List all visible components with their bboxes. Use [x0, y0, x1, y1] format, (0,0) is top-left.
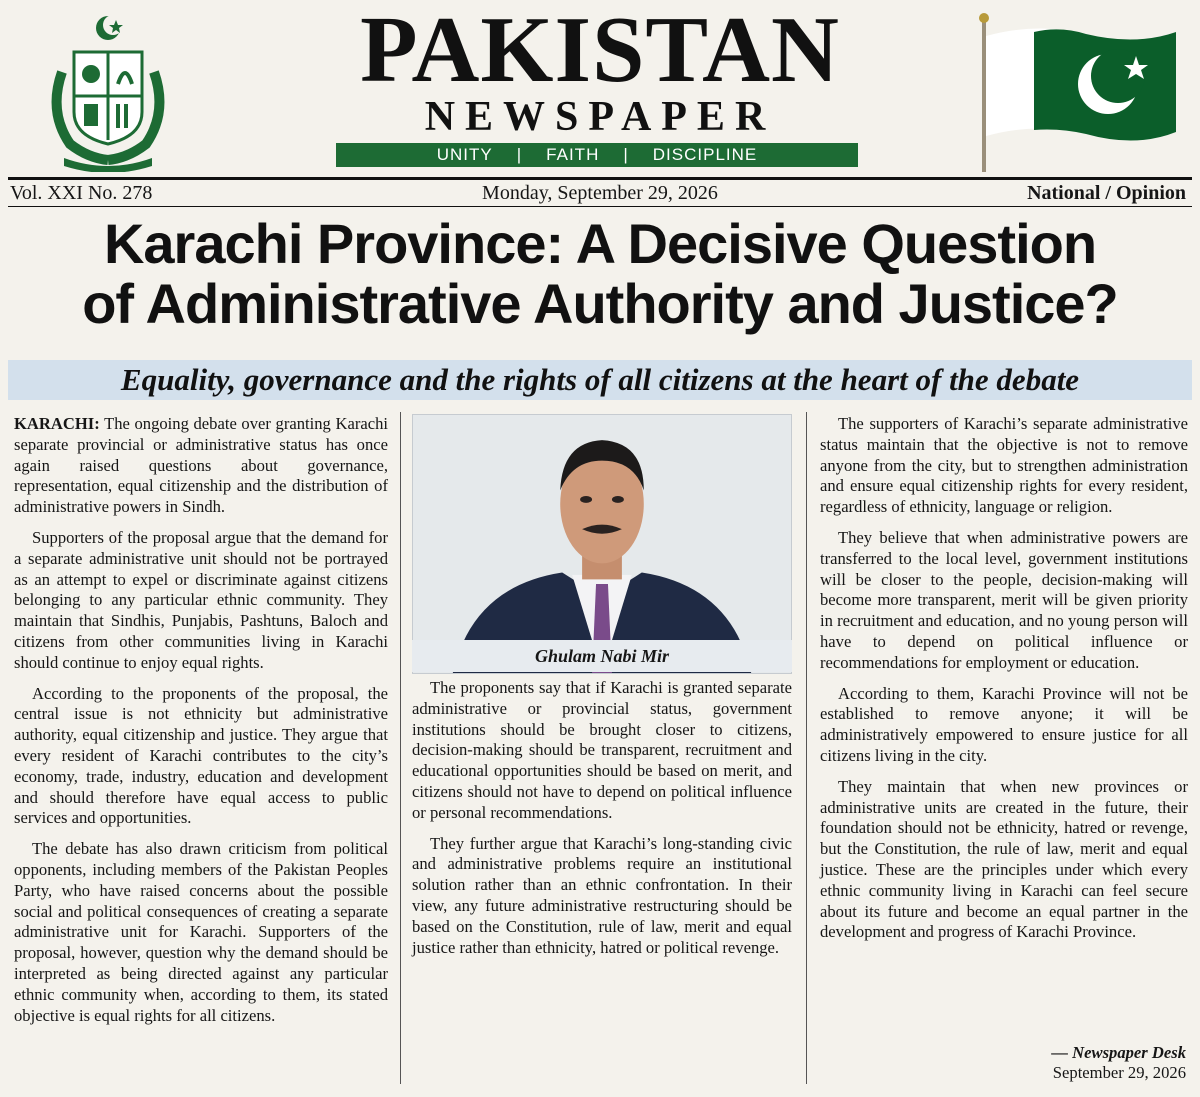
section-label: National / Opinion [1027, 182, 1186, 204]
column-divider [806, 412, 807, 1084]
article-column-3 [820, 414, 1188, 953]
paragraph: KARACHI: The ongoing debate over granting Karachi separate provincial or administrative status has once again raised questions about governance, representation, equal citizenship and the distribution of administrative powers in Sindh. [14, 414, 388, 517]
article-column-2 [412, 678, 792, 968]
paragraph: According to them, Karachi Province will not be established to remove anyone; it will be administratively empowered to ensure justice for all citizens living in the city. [820, 683, 1188, 765]
issue-date: Monday, September 29, 2026 [482, 182, 718, 204]
motto-discipline: DISCIPLINE [652, 145, 758, 164]
volume-number: Vol. XXI No. 278 [10, 182, 153, 204]
motto-separator: | [623, 145, 629, 164]
portrait-photo [412, 414, 792, 674]
paragraph: The debate has also drawn criticism from political opponents, including members of the Pakistan Peoples Party, who have raised concerns about the possible social and political consequences of creating a separate administrative unit for Karachi. Supporters of the proposal, however, question why the demand should be interpreted as being directed against any particular ethnic community when, according to them, its stated objective is equal rights for all citizens. [14, 839, 388, 1025]
dateline-rule [8, 206, 1192, 207]
paragraph: They further argue that Karachi’s long-standing civic and administrative problems require an institutional solution rather than an ethnic confrontation. In their view, any future administrative restructuring should be based on the Constitution, rule of law, merit and equal justice rather than ethnicity, hatred or political revenge. [412, 833, 792, 957]
motto-faith: FAITH [546, 145, 600, 164]
motto-unity: UNITY [436, 145, 493, 164]
paragraph: Supporters of the proposal argue that the demand for a separate administrative unit should not be portrayed as an attempt to expel or discriminate against citizens belonging to any particular ethnic community. They maintain that Sindhis, Punjabis, Pashtuns, Baloch and citizens from other communities living in Karachi should continue to enjoy equal rights. [14, 527, 388, 672]
dateline-word: KARACHI: [14, 414, 100, 433]
pakistan-flag-icon [976, 12, 1184, 172]
signature-date: September 29, 2026 [1052, 1063, 1186, 1082]
column-divider [400, 412, 401, 1084]
byline-signature [1051, 1043, 1186, 1083]
headline [14, 214, 1186, 334]
masthead-subtitle: NEWSPAPER [424, 94, 776, 140]
paragraph: They believe that when administrative powers are transferred to the local level, government institutions will be closer to the people, decision-making will become more transparent, merit will be given priority in recruitment and education, and no young person will have to depend on political influence or recommendations for employment or education. [820, 527, 1188, 672]
motto-bar [336, 143, 858, 167]
state-emblem-icon [40, 12, 176, 172]
paragraph: According to the proponents of the proposal, the central issue is not ethnicity but administrative authority, equal citizenship and justice. They argue that every resident of Karachi contributes to the city’s economy, trade, industry, education and development and should therefore have equal access to public services and opportunities. [14, 683, 388, 828]
article-column-1 [14, 414, 388, 1036]
paragraph: The supporters of Karachi’s separate administrative status maintain that the objective is not to remove anyone from the city, but to strengthen administration and ensure equal citizenship rights for every resident, regardless of ethnicity, language or religion. [820, 414, 1188, 517]
deck-subheadline: Equality, governance and the rights of all citizens at the heart of the debate [8, 360, 1192, 400]
headline-line-2: of Administrative Authority and Justice? [82, 272, 1118, 335]
masthead-title: PAKISTAN [360, 0, 840, 102]
photo-caption: Ghulam Nabi Mir [412, 640, 792, 672]
headline-line-1: Karachi Province: A Decisive Question [103, 212, 1097, 275]
signature-desk: — Newspaper Desk [1051, 1043, 1186, 1062]
motto-separator: | [516, 145, 523, 164]
paragraph: They maintain that when new provinces or administrative units are created in the future, their foundation should not be ethnicity, hatred or revenge, but the Constitution, the rule of law, merit and equal justice. These are the principles under which every ethnic community living in Karachi can feel secure about its future and become an equal partner in the development and progress of Karachi Province. [820, 776, 1188, 942]
paragraph: The proponents say that if Karachi is granted separate administrative or provincial status, government institutions should be brought closer to citizens, decision-making should be transparent, recruitment and educational opportunities should be based on merit, and citizens should not have to depend on political influence or personal recommendations. [412, 678, 792, 822]
